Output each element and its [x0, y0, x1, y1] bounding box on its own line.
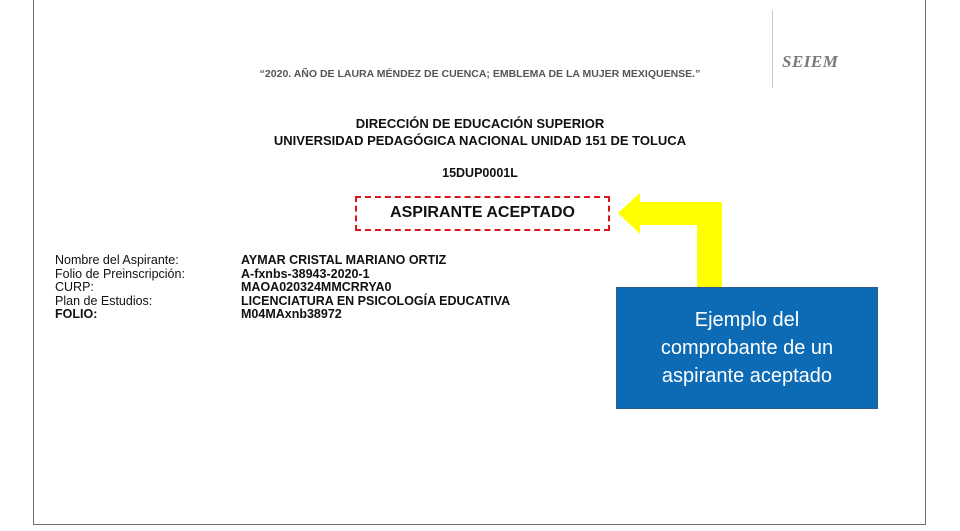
callout-line: aspirante aceptado [661, 365, 833, 387]
field-label: CURP: [55, 280, 94, 294]
status-text: ASPIRANTE ACEPTADO [390, 204, 575, 221]
document-motto: “2020. AÑO DE LAURA MÉNDEZ DE CUENCA; EMBLEMA DE LA MUJER MEXIQUENSE.” [259, 68, 701, 80]
field-value: M04MAxnb38972 [241, 307, 342, 321]
callout-line: Ejemplo del [694, 309, 800, 331]
field-label: Nombre del Aspirante: [55, 253, 179, 267]
heading-direction: DIRECCIÓN DE EDUCACIÓN SUPERIOR [355, 116, 605, 131]
field-label: Plan de Estudios: [55, 293, 153, 308]
field-label: Folio de Preinscripción: [55, 266, 185, 281]
field-label: FOLIO: [55, 307, 98, 321]
heading-university: UNIVERSIDAD PEDAGÓGICA NACIONAL UNIDAD 151 DE TOLUCA [273, 133, 687, 148]
callout-line: comprobante de un [660, 337, 834, 359]
school-code: 15DUP0001L [442, 166, 518, 180]
seiem-logo: SEIEM [782, 52, 839, 71]
field-value: LICENCIATURA EN PSICOLOGÍA EDUCATIVA [241, 293, 511, 308]
field-value: MAOA020324MMCRRYA0 [241, 280, 392, 294]
annotation-callout [616, 287, 878, 409]
field-value: A-fxnbs-38943-2020-1 [241, 266, 370, 281]
field-value: AYMAR CRISTAL MARIANO ORTIZ [241, 253, 447, 267]
arrow-shape [618, 193, 722, 290]
